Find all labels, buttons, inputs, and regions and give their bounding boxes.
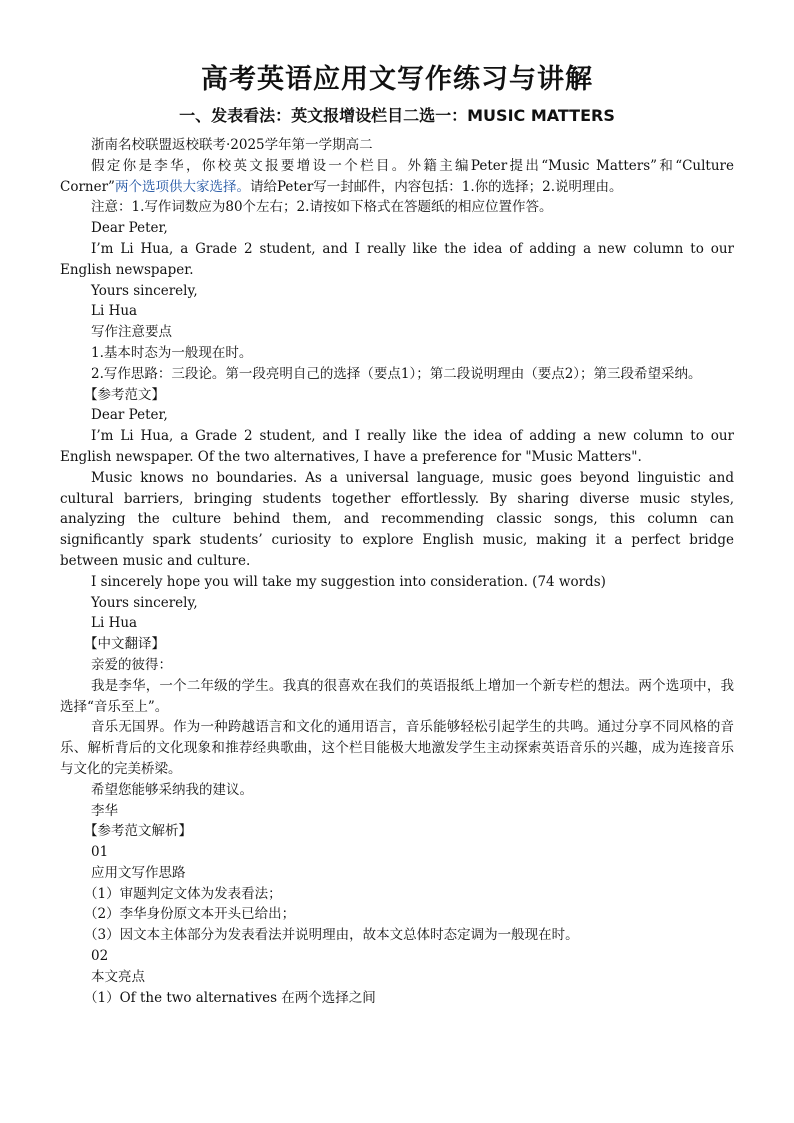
sample-paragraph-3: I sincerely hope you will take my suggestion into consideration. (74 words): [91, 573, 606, 590]
letter-opening: I’m Li Hua, a Grade 2 student, and I really like the idea of adding a new column to our English newspaper.: [60, 240, 734, 278]
page-title: 高考英语应用文写作练习与讲解: [201, 64, 593, 95]
sample-greeting: Dear Peter,: [91, 407, 168, 424]
prompt-part-c: 请给Peter写一封邮件，内容包括：1.你的选择；2.说明理由。: [249, 178, 623, 195]
sample-paragraph-2: Music knows no boundaries. As a universal language, music goes beyond linguistic and cultural barriers, bringing students together effortlessly. By sharing diverse music styles, analyzing the culture behind them, and recommending classic songs, this column can significantly spark students’ curiosity to explore English music, making it a perfect bridge between music and culture.: [60, 469, 734, 569]
translation-heading: 【中文翻译】: [84, 636, 165, 653]
analysis-heading: 【参考范文解析】: [84, 823, 192, 840]
translation-signature: 李华: [91, 802, 118, 819]
section-number-01: 01: [91, 844, 109, 861]
task-prompt: [60, 156, 734, 198]
tip-2: 2.写作思路：三段论。第一段亮明自己的选择（要点1）；第二段说明理由（要点2）；第三段希望采纳。: [91, 365, 702, 382]
translation-greeting: 亲爱的彼得：: [91, 656, 172, 673]
prompt-part-b: 两个选项供大家选择。: [114, 178, 250, 195]
section-title: 一、发表看法：英文报增设栏目二选一：MUSIC MATTERS: [179, 106, 615, 125]
sample-heading: 【参考范文】: [84, 386, 165, 403]
section-number-02: 02: [91, 948, 109, 965]
analysis-item-2: （2）李华身份原文本开头已给出；: [84, 906, 296, 923]
translation-paragraph-2: 音乐无国界。作为一种跨越语言和文化的通用语言，音乐能够轻松引起学生的共鸣。通过分享不同风格的音乐、解析背后的文化现象和推荐经典歌曲，这个栏目能极大地激发学生主动探索英语音乐的兴趣，成为连接音乐与文化的完美桥梁。: [60, 719, 734, 777]
highlight-item-1: （1）Of the two alternatives 在两个选择之间: [84, 989, 376, 1006]
tips-heading: 写作注意要点: [91, 324, 172, 341]
letter-closing: Yours sincerely,: [91, 282, 198, 299]
prompt-part-a: 假定你是李华，你校英文报要增设一个栏目。外籍主编Peter提出“Music Matters”和“Culture Corner”: [60, 157, 734, 195]
analysis-item-1: （1）审题判定文体为发表看法；: [84, 885, 282, 902]
letter-greeting: Dear Peter,: [91, 220, 168, 237]
sample-paragraph-1: I’m Li Hua, a Grade 2 student, and I really like the idea of adding a new column to our English newspaper. Of the two alternatives, I have a preference for "Music Matters".: [60, 428, 734, 465]
source-line: 浙南名校联盟返校联考·2025学年第一学期高二: [91, 137, 373, 153]
sample-closing: Yours sincerely,: [91, 594, 198, 611]
translation-paragraph-1: 我是李华，一个二年级的学生。我真的很喜欢在我们的英语报纸上增加一个新专栏的想法。两个选项中，我选择“音乐至上”。: [60, 677, 734, 715]
analysis-subheading-1: 应用文写作思路: [91, 864, 186, 881]
analysis-subheading-2: 本文亮点: [91, 968, 145, 985]
analysis-item-3: （3）因文本主体部分为发表看法并说明理由，故本文总体时态定调为一般现在时。: [84, 927, 579, 944]
note-line: 注意：1.写作词数应为80个左右；2.请按如下格式在答题纸的相应位置作答。: [91, 199, 553, 216]
letter-signature: Li Hua: [91, 303, 138, 320]
sample-signature: Li Hua: [91, 615, 138, 632]
tip-1: 1.基本时态为一般现在时。: [91, 344, 253, 361]
translation-paragraph-3: 希望您能够采纳我的建议。: [91, 781, 253, 798]
